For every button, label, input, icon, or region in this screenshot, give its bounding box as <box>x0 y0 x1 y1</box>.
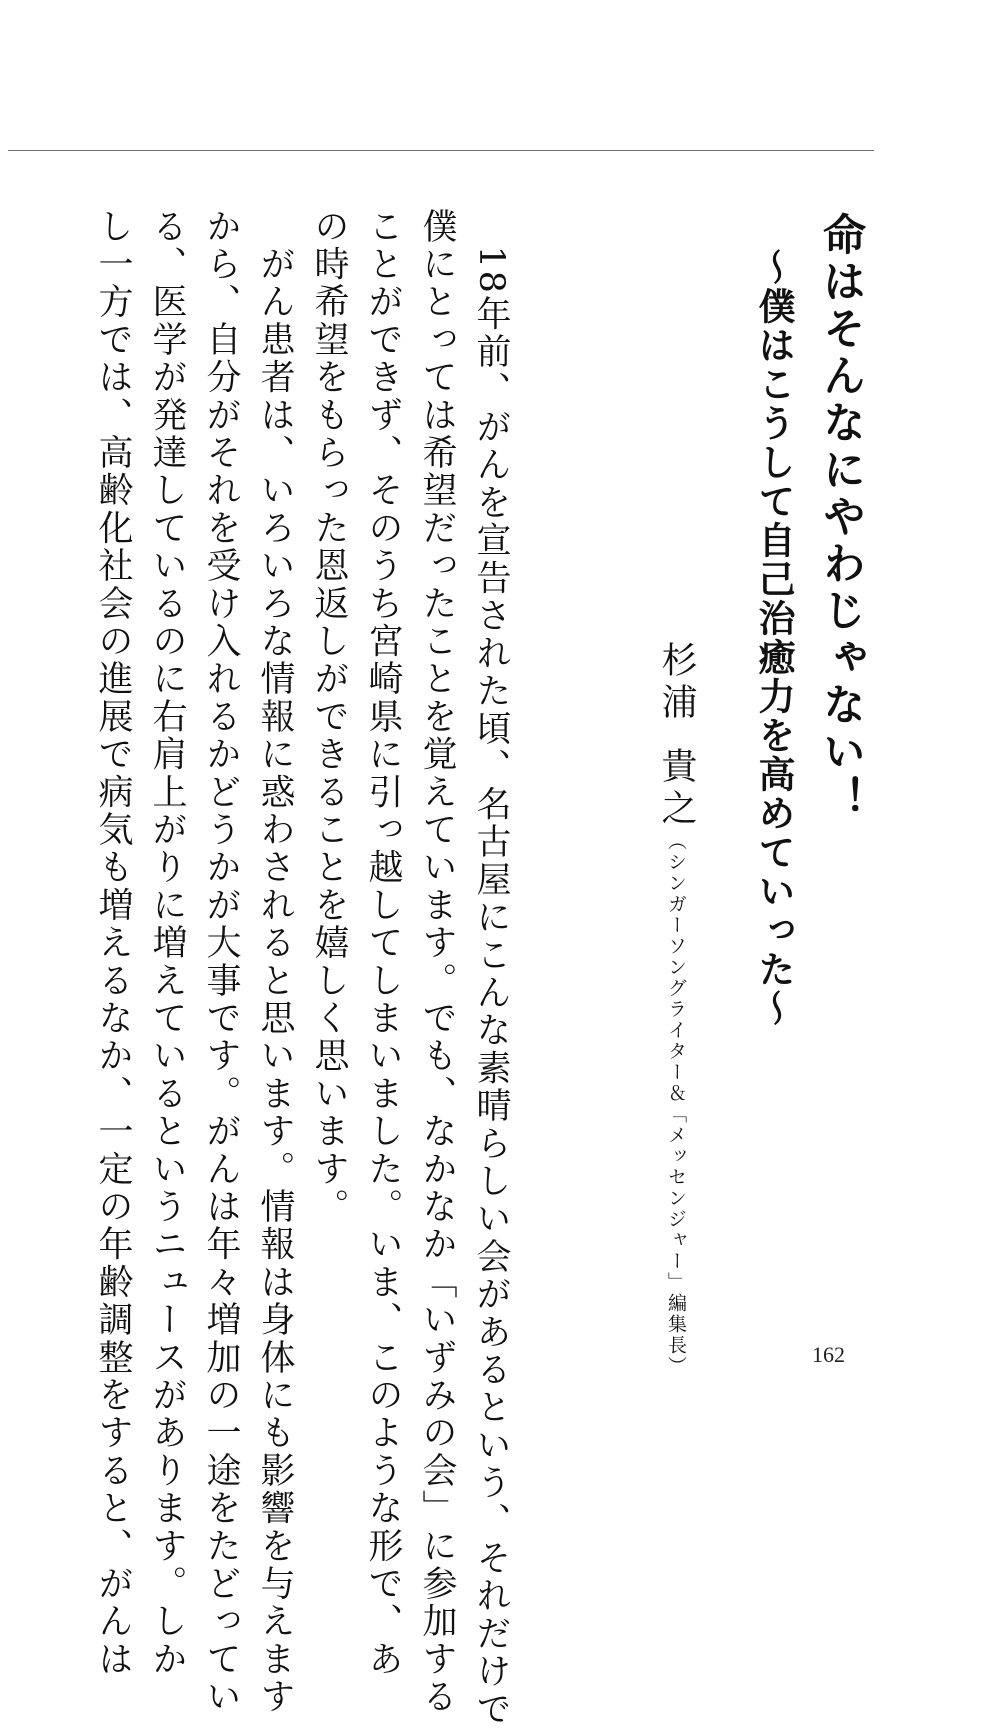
header-rule <box>8 150 874 151</box>
body-line: がん患者は、いろいろな情報に惑わされると思います。情報は身体にも影響を与えます <box>255 208 295 1716</box>
author-name <box>656 641 697 831</box>
article-subtitle: 〜僕はこうして自己治癒力を高めていった〜 <box>752 248 795 1028</box>
author-family-name: 杉浦 <box>656 641 697 725</box>
author-given-name: 貴之 <box>656 747 697 831</box>
author-role: （シンガーソングライター＆「メッセンジャー」編集長） <box>665 831 687 1377</box>
article-title: 命はそんなにやわじゃない！ <box>816 212 866 823</box>
body-line: し一方では、高齢化社会の進展で病気も増えるなか、一定の年齢調整をすると、がんは <box>93 208 133 1679</box>
page-number: 162 <box>812 1342 845 1367</box>
body-line: から、自分がそれを受け入れるかどうかが大事です。がんは年々増加の一途をたどってい <box>201 208 241 1716</box>
body-text <box>86 208 518 1728</box>
body-line: ことができず、そのうち宮崎県に引っ越してしまいました。いま、このような形で、あ <box>363 208 403 1679</box>
body-line: る、医学が発達しているのに右肩上がりに増えているというニュースがあります。しか <box>147 208 187 1679</box>
body-line: の時希望をもらった恩返しができることを嬉しく思います。 <box>309 208 349 1226</box>
body-line: 18年前、がんを宣告された頃、名古屋にこんな素晴らしい会があるという、それだけで <box>471 208 511 1728</box>
body-line: 僕にとっては希望だったことを覚えています。でも、なかなか「いずみの会」に参加する <box>417 208 457 1716</box>
author-byline <box>652 641 700 1377</box>
